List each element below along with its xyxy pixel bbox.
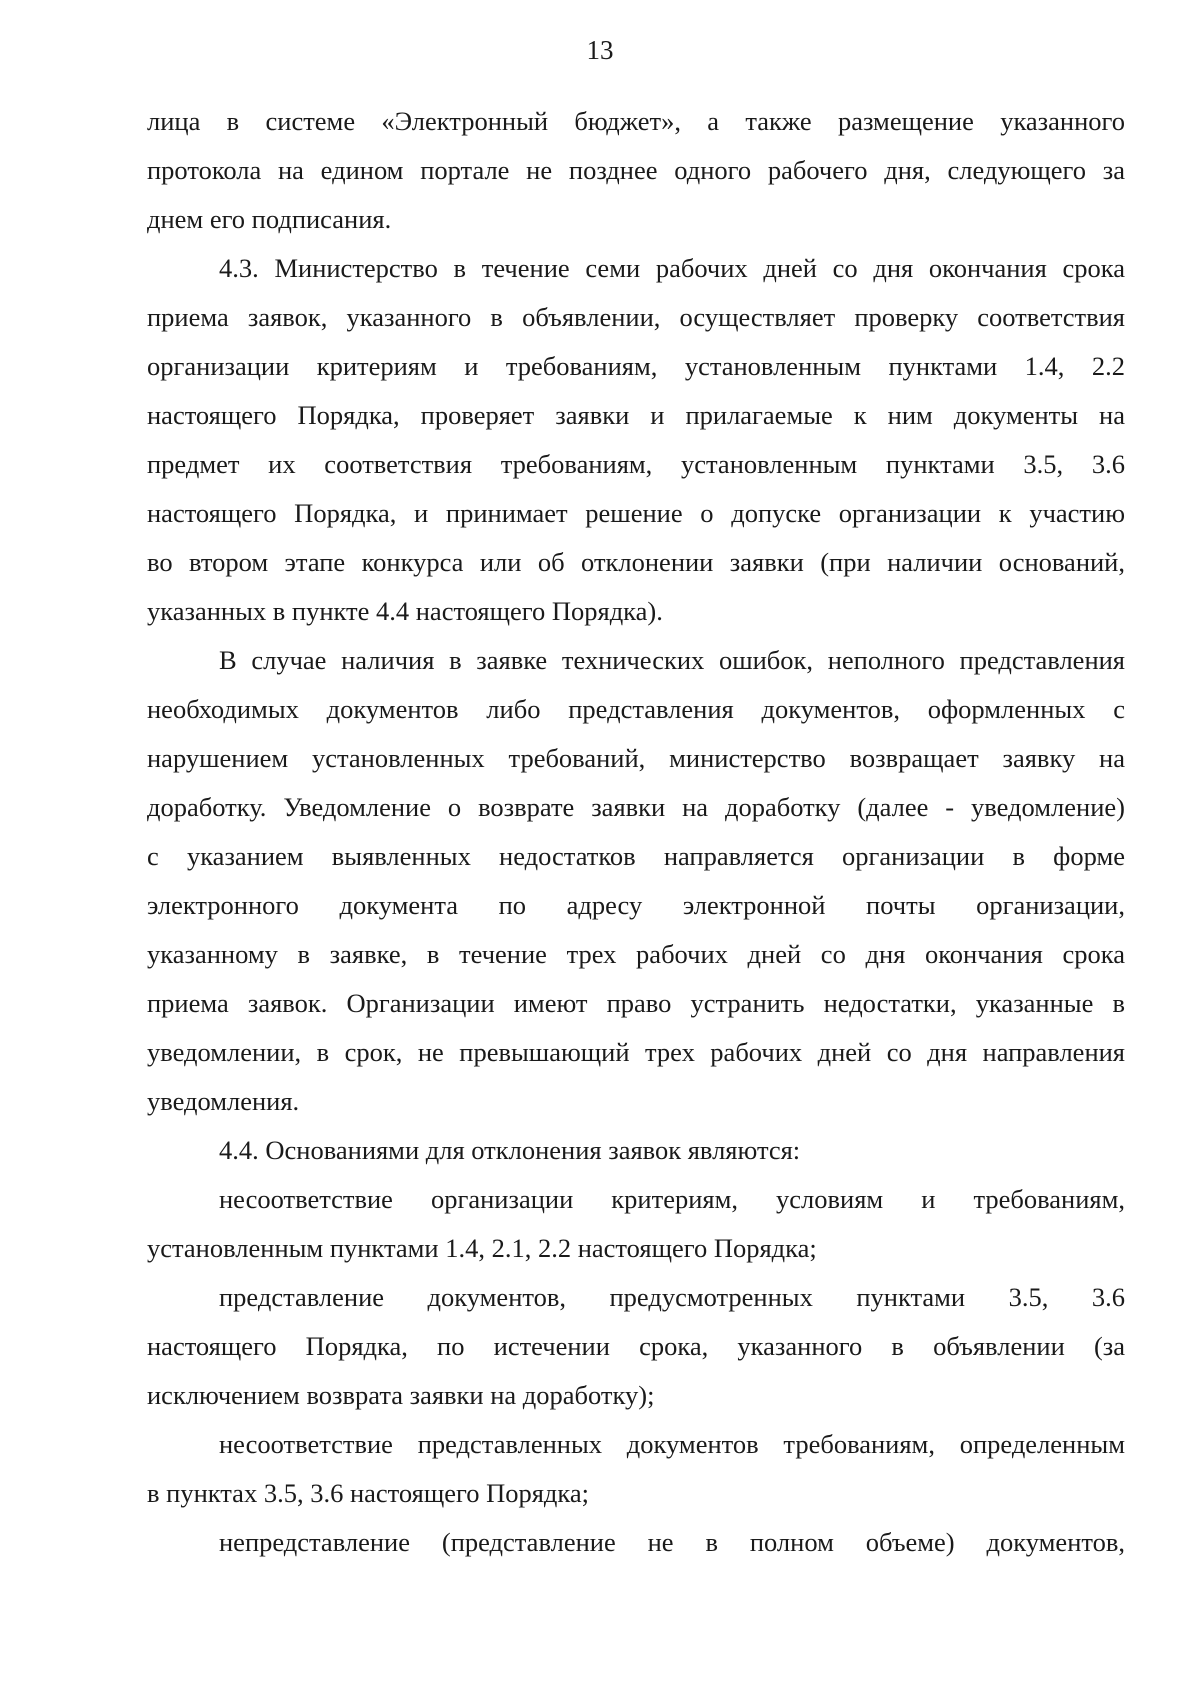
paragraph-4-3-line: приема заявок, указанного в объявлении, осуществляет проверку соответствия bbox=[147, 302, 1125, 332]
paragraph-4-3-line: настоящего Порядка, проверяет заявки и прилагаемые к ним документы на bbox=[147, 400, 1125, 430]
paragraph-ground-criteria-line: несоответствие организации критериям, условиям и требованиям, bbox=[219, 1184, 1125, 1214]
paragraph-ground-late-submission-line: исключением возврата заявки на доработку); bbox=[147, 1380, 655, 1410]
page-number: 13 bbox=[586, 35, 614, 65]
paragraph-return-for-revision-line: с указанием выявленных недостатков направляется организации в форме bbox=[147, 841, 1125, 871]
paragraph-protocol-continuation-line: лица в системе «Электронный бюджет», а также размещение указанного bbox=[147, 106, 1125, 136]
paragraph-return-for-revision-line: электронного документа по адресу электронной почты организации, bbox=[147, 890, 1125, 920]
paragraph-4-3-line: 4.3. Министерство в течение семи рабочих дней со дня окончания срока bbox=[219, 253, 1125, 283]
paragraph-ground-late-submission-line: настоящего Порядка, по истечении срока, указанного в объявлении (за bbox=[147, 1331, 1125, 1361]
paragraph-return-for-revision-line: уведомления. bbox=[147, 1086, 300, 1116]
paragraph-protocol-continuation-line: протокола на едином портале не позднее одного рабочего дня, следующего за bbox=[147, 155, 1125, 185]
paragraph-ground-criteria-line: установленным пунктами 1.4, 2.1, 2.2 настоящего Порядка; bbox=[147, 1233, 817, 1263]
paragraph-return-for-revision-line: указанному в заявке, в течение трех рабочих дней со дня окончания срока bbox=[147, 939, 1125, 969]
paragraph-ground-incomplete-documents-line: непредставление (представление не в полном объеме) документов, bbox=[219, 1527, 1125, 1557]
paragraph-ground-late-submission-line: представление документов, предусмотренных пунктами 3.5, 3.6 bbox=[219, 1282, 1125, 1312]
paragraph-return-for-revision-line: уведомлении, в срок, не превышающий трех рабочих дней со дня направления bbox=[147, 1037, 1125, 1067]
paragraph-return-for-revision-line: доработку. Уведомление о возврате заявки на доработку (далее - уведомление) bbox=[147, 792, 1125, 822]
paragraph-return-for-revision-line: нарушением установленных требований, министерство возвращает заявку на bbox=[147, 743, 1125, 773]
paragraph-return-for-revision-line: необходимых документов либо представления документов, оформленных с bbox=[147, 694, 1125, 724]
paragraph-return-for-revision-line: приема заявок. Организации имеют право устранить недостатки, указанные в bbox=[147, 988, 1125, 1018]
paragraph-return-for-revision-line: В случае наличия в заявке технических ошибок, неполного представления bbox=[219, 645, 1125, 675]
paragraph-ground-document-mismatch-line: несоответствие представленных документов требованиям, определенным bbox=[219, 1429, 1125, 1459]
paragraph-4-3-line: указанных в пункте 4.4 настоящего Порядка). bbox=[147, 596, 663, 626]
paragraph-ground-document-mismatch-line: в пунктах 3.5, 3.6 настоящего Порядка; bbox=[147, 1478, 589, 1508]
paragraph-protocol-continuation-line: днем его подписания. bbox=[147, 204, 392, 234]
paragraph-4-4-line: 4.4. Основаниями для отклонения заявок являются: bbox=[219, 1135, 801, 1165]
paragraph-4-3-line: настоящего Порядка, и принимает решение о допуске организации к участию bbox=[147, 498, 1125, 528]
document-body bbox=[147, 97, 1125, 1567]
paragraph-4-3-line: предмет их соответствия требованиям, установленным пунктами 3.5, 3.6 bbox=[147, 449, 1125, 479]
paragraph-4-3-line: во втором этапе конкурса или об отклонении заявки (при наличии оснований, bbox=[147, 547, 1125, 577]
paragraph-4-3-line: организации критериям и требованиям, установленным пунктами 1.4, 2.2 bbox=[147, 351, 1125, 381]
